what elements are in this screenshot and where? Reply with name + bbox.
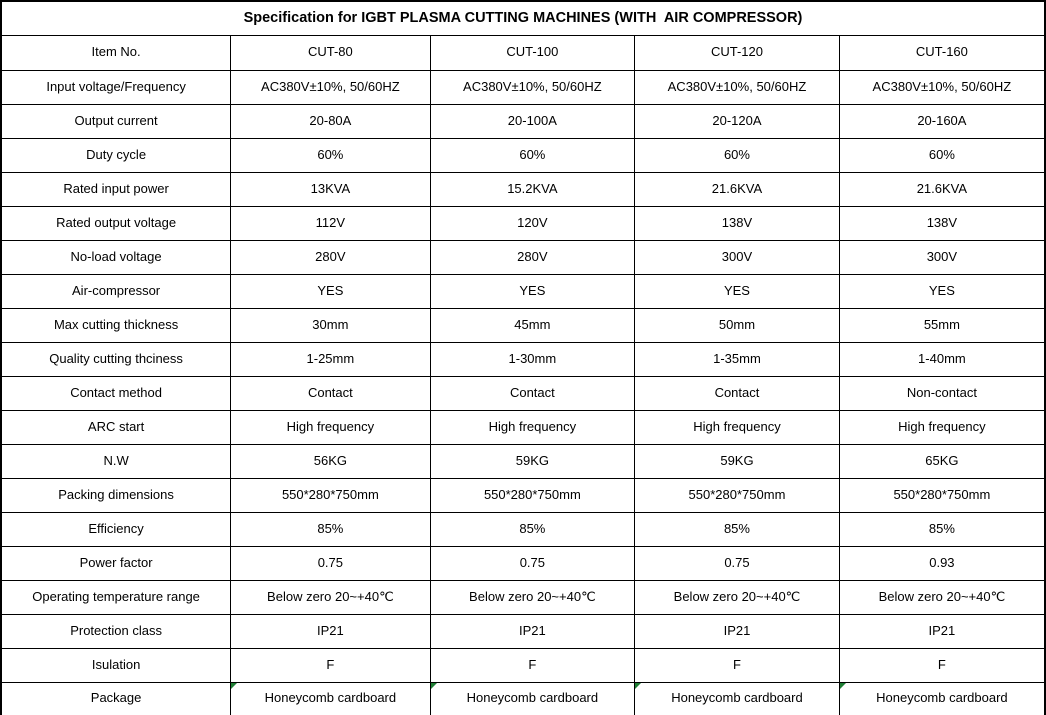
- row-value: Below zero 20~+40℃: [430, 580, 635, 614]
- row-value: Honeycomb cardboard: [839, 682, 1045, 715]
- row-value: 1-25mm: [231, 342, 430, 376]
- row-value: 59KG: [635, 444, 840, 478]
- row-value: 550*280*750mm: [839, 478, 1045, 512]
- row-value: 60%: [635, 138, 840, 172]
- row-value: IP21: [839, 614, 1045, 648]
- row-value: YES: [231, 274, 430, 308]
- row-value: 55mm: [839, 308, 1045, 342]
- row-value: Below zero 20~+40℃: [635, 580, 840, 614]
- row-label: Isulation: [1, 648, 231, 682]
- row-label: Protection class: [1, 614, 231, 648]
- row-label: Packing dimensions: [1, 478, 231, 512]
- row-value: Honeycomb cardboard: [430, 682, 635, 715]
- row-value: 60%: [430, 138, 635, 172]
- column-header-item-no: Item No.: [1, 35, 231, 70]
- table-row: [1, 274, 1045, 308]
- table-row: [1, 172, 1045, 206]
- row-value: 56KG: [231, 444, 430, 478]
- row-value: 15.2KVA: [430, 172, 635, 206]
- row-value: F: [231, 648, 430, 682]
- row-label: N.W: [1, 444, 231, 478]
- row-value: YES: [839, 274, 1045, 308]
- row-value: 280V: [231, 240, 430, 274]
- row-value: Non-contact: [839, 376, 1045, 410]
- row-value: 138V: [635, 206, 840, 240]
- table-row: [1, 648, 1045, 682]
- row-value: 112V: [231, 206, 430, 240]
- column-header-cut-80: CUT-80: [231, 35, 430, 70]
- row-value: 21.6KVA: [635, 172, 840, 206]
- row-value: AC380V±10%, 50/60HZ: [430, 70, 635, 104]
- row-value: Below zero 20~+40℃: [839, 580, 1045, 614]
- table-row: [1, 70, 1045, 104]
- table-row: [1, 478, 1045, 512]
- row-label: Max cutting thickness: [1, 308, 231, 342]
- table-row: [1, 138, 1045, 172]
- column-header-cut-100: CUT-100: [430, 35, 635, 70]
- title-row: [1, 1, 1045, 35]
- table-row: [1, 580, 1045, 614]
- row-value: Contact: [231, 376, 430, 410]
- row-value: 20-160A: [839, 104, 1045, 138]
- table-row: [1, 410, 1045, 444]
- row-value: 60%: [231, 138, 430, 172]
- table-row: [1, 614, 1045, 648]
- row-value: 13KVA: [231, 172, 430, 206]
- row-label: Operating temperature range: [1, 580, 231, 614]
- row-label: No-load voltage: [1, 240, 231, 274]
- row-value: 20-100A: [430, 104, 635, 138]
- row-value: 85%: [839, 512, 1045, 546]
- row-value: 85%: [430, 512, 635, 546]
- row-value: AC380V±10%, 50/60HZ: [231, 70, 430, 104]
- row-value: IP21: [635, 614, 840, 648]
- header-row: [1, 35, 1045, 70]
- row-value: 550*280*750mm: [635, 478, 840, 512]
- row-value: Honeycomb cardboard: [635, 682, 840, 715]
- row-value: AC380V±10%, 50/60HZ: [635, 70, 840, 104]
- row-value: 1-40mm: [839, 342, 1045, 376]
- row-value: AC380V±10%, 50/60HZ: [839, 70, 1045, 104]
- table-row: [1, 104, 1045, 138]
- row-value: 138V: [839, 206, 1045, 240]
- row-label: Package: [1, 682, 231, 715]
- table-row: [1, 206, 1045, 240]
- row-label: Duty cycle: [1, 138, 231, 172]
- row-value: 300V: [839, 240, 1045, 274]
- row-value: 0.93: [839, 546, 1045, 580]
- row-value: High frequency: [839, 410, 1045, 444]
- row-value: F: [635, 648, 840, 682]
- row-value: 59KG: [430, 444, 635, 478]
- row-label: Output current: [1, 104, 231, 138]
- row-value: 20-120A: [635, 104, 840, 138]
- row-value: Contact: [430, 376, 635, 410]
- row-value: Contact: [635, 376, 840, 410]
- row-value: High frequency: [231, 410, 430, 444]
- table-row: [1, 308, 1045, 342]
- row-value: High frequency: [635, 410, 840, 444]
- table-row: [1, 546, 1045, 580]
- row-label: Input voltage/Frequency: [1, 70, 231, 104]
- table-row: [1, 444, 1045, 478]
- row-value: 120V: [430, 206, 635, 240]
- row-value: 65KG: [839, 444, 1045, 478]
- row-label: Efficiency: [1, 512, 231, 546]
- row-value: 1-30mm: [430, 342, 635, 376]
- row-value: 0.75: [635, 546, 840, 580]
- column-header-cut-160: CUT-160: [839, 35, 1045, 70]
- row-value: 30mm: [231, 308, 430, 342]
- row-value: Honeycomb cardboard: [231, 682, 430, 715]
- row-value: F: [430, 648, 635, 682]
- table-row: [1, 376, 1045, 410]
- row-value: YES: [635, 274, 840, 308]
- row-value: 0.75: [231, 546, 430, 580]
- row-value: 0.75: [430, 546, 635, 580]
- table-row: [1, 240, 1045, 274]
- row-label: Air-compressor: [1, 274, 231, 308]
- row-value: 550*280*750mm: [430, 478, 635, 512]
- row-label: Rated input power: [1, 172, 231, 206]
- row-value: 300V: [635, 240, 840, 274]
- row-label: Rated output voltage: [1, 206, 231, 240]
- table-row: [1, 682, 1045, 715]
- spec-table-body: [1, 70, 1045, 715]
- row-value: IP21: [231, 614, 430, 648]
- row-label: Power factor: [1, 546, 231, 580]
- row-label: Quality cutting thciness: [1, 342, 231, 376]
- row-value: 85%: [231, 512, 430, 546]
- row-value: 1-35mm: [635, 342, 840, 376]
- row-value: 21.6KVA: [839, 172, 1045, 206]
- row-value: 45mm: [430, 308, 635, 342]
- row-value: 85%: [635, 512, 840, 546]
- table-row: [1, 342, 1045, 376]
- row-value: F: [839, 648, 1045, 682]
- row-value: YES: [430, 274, 635, 308]
- row-value: Below zero 20~+40℃: [231, 580, 430, 614]
- row-value: High frequency: [430, 410, 635, 444]
- row-value: 550*280*750mm: [231, 478, 430, 512]
- row-value: 50mm: [635, 308, 840, 342]
- column-header-cut-120: CUT-120: [635, 35, 840, 70]
- row-value: 60%: [839, 138, 1045, 172]
- table-row: [1, 512, 1045, 546]
- page-title: Specification for IGBT PLASMA CUTTING MACHINES (WITH AIR COMPRESSOR): [1, 1, 1045, 35]
- row-label: ARC start: [1, 410, 231, 444]
- row-label: Contact method: [1, 376, 231, 410]
- row-value: IP21: [430, 614, 635, 648]
- row-value: 280V: [430, 240, 635, 274]
- row-value: 20-80A: [231, 104, 430, 138]
